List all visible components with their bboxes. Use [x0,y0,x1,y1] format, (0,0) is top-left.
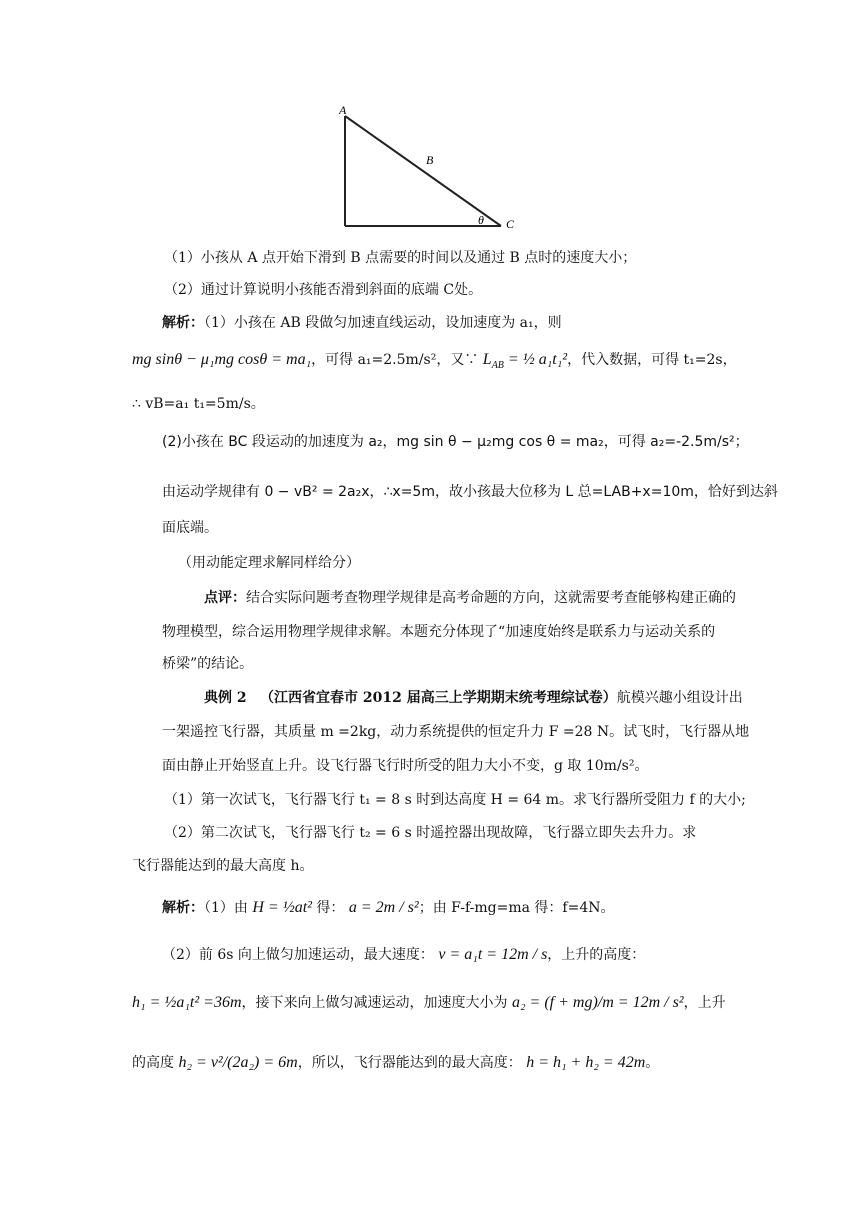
example-2-question-1: （1）第一次试飞，飞行器飞行 t₁ = 8 s 时到达高度 H = 64 m。求飞行器所受阻力 f 的大小; [164,792,746,808]
equation-lab: $L_{AB}$ = ½ a₁t₁² [482,351,568,372]
solution-3-label: 解析： [162,900,204,916]
label-b: B [426,153,434,167]
solution-2-line-1: (2)小孩在 BC 段运动的加速度为 a₂，mg sin θ − μ₂mg cos θ = ma₂，可得 a₂=-2.5m/s²； [162,434,749,450]
equation-h1: h₁ = ½a₁t² =36m [132,994,242,1011]
equation-a2: a₂ = (f + mg)/m = 12m / s² [511,994,684,1011]
example-2-line-3: 面由静止开始竖直上升。设飞行器飞行时所受的阻力大小不变，g 取 10m/s²。 [162,758,649,774]
example-2-source: （江西省宜春市 2012 届高三上学期期末统考理综试卷） [259,690,617,706]
solution-1-result: ∴ vB=a₁ t₁=5m/s。 [132,396,265,412]
solution-1-equation-line [132,350,737,376]
solution-1-text: （1）小孩在 AB 段做匀加速直线运动，设加速度为 a₁，则 [204,315,562,331]
review-line-1: 点评：结合实际问题考查物理学规律是高考命题的方向，这就需要考查能够构建正确的 [204,590,736,606]
review-line-3: 桥梁”的结论。 [162,656,254,672]
solution-3-line-2: （2）前 6s 向上做匀加速运动，最大速度： v = a₁t = 12m / s，上升的高度： [162,946,646,963]
equation-max-height: h = h₁ + h₂ = 42m [526,1054,646,1071]
example-2-question-2-line-2: 飞行器能达到的最大高度 h。 [132,858,314,874]
solution-1-mid: ，可得 a₁=2.5m/s²，又∵ [311,352,479,368]
solution-3-line-3: h₁ = ½a₁t² =36m，接下来向上做匀减速运动，加速度大小为 a₂ = (f + mg)/m = 12m / s²，上升 [132,994,726,1011]
example-2-tail: 航模兴趣小组设计出 [616,690,743,706]
solution-1-intro [162,313,562,333]
example-2-line-2: 一架遥控飞行器，其质量 m =2kg，动力系统提供的恒定升力 F =28 N。试飞时，飞行器从地 [162,724,750,740]
incline-figure [338,100,528,234]
solution-3-line-4: 的高度 h₂ = v²/(2a₂) = 6m，所以，飞行器能达到的最大高度： h = h₁ + h₂ = 42m。 [132,1054,660,1071]
grading-note: （用动能定理求解同样给分） [178,555,360,571]
review-line-2: 物理模型，综合运用物理学规律求解。本题充分体现了“加速度始终是联系力与运动关系的 [162,624,716,640]
incline-side [345,116,501,226]
solution-label: 解析： [162,315,204,331]
label-c: C [506,217,515,231]
solution-3-line-1: 解析：（1）由 H = ½at² 得： a = 2m / s²；由 F-f-mg=ma 得：f=4N。 [162,899,615,916]
label-a: A [339,103,347,117]
equation-max-velocity: v = a₁t = 12m / s [438,946,548,963]
example-2-label: 典例 2 [204,690,247,706]
example-2-heading [204,688,743,708]
solution-2-line-3: 面底端。 [162,520,218,536]
triangle-diagram [338,100,528,234]
equation-acceleration: a = 2m / s² [348,899,419,916]
example-2-question-2-line-1: （2）第二次试飞，飞行器飞行 t₂ = 6 s 时遥控器出现故障，飞行器立即失去升力。求 [164,825,697,841]
equation-h2: h₂ = v²/(2a₂) = 6m [178,1054,298,1071]
equation-height: H = ½at² [252,899,312,916]
solution-1-tail: ，代入数据，可得 t₁=2s， [567,352,737,368]
question-2: （2）通过计算说明小孩能否滑到斜面的底端 C处。 [164,282,483,298]
question-1: （1）小孩从 A 点开始下滑到 B 点需要的时间以及通过 B 点时的速度大小； [164,250,637,266]
solution-2-line-2: 由运动学规律有 0 − vB² = 2a₂x，∴x=5m，故小孩最大位移为 L 总=LAB+x=10m，恰好到达斜 [162,484,778,500]
label-theta: θ [478,213,484,227]
review-label: 点评： [204,590,246,606]
equation-force-balance: mg sinθ − μ₁mg cosθ = ma₁ [132,351,312,368]
